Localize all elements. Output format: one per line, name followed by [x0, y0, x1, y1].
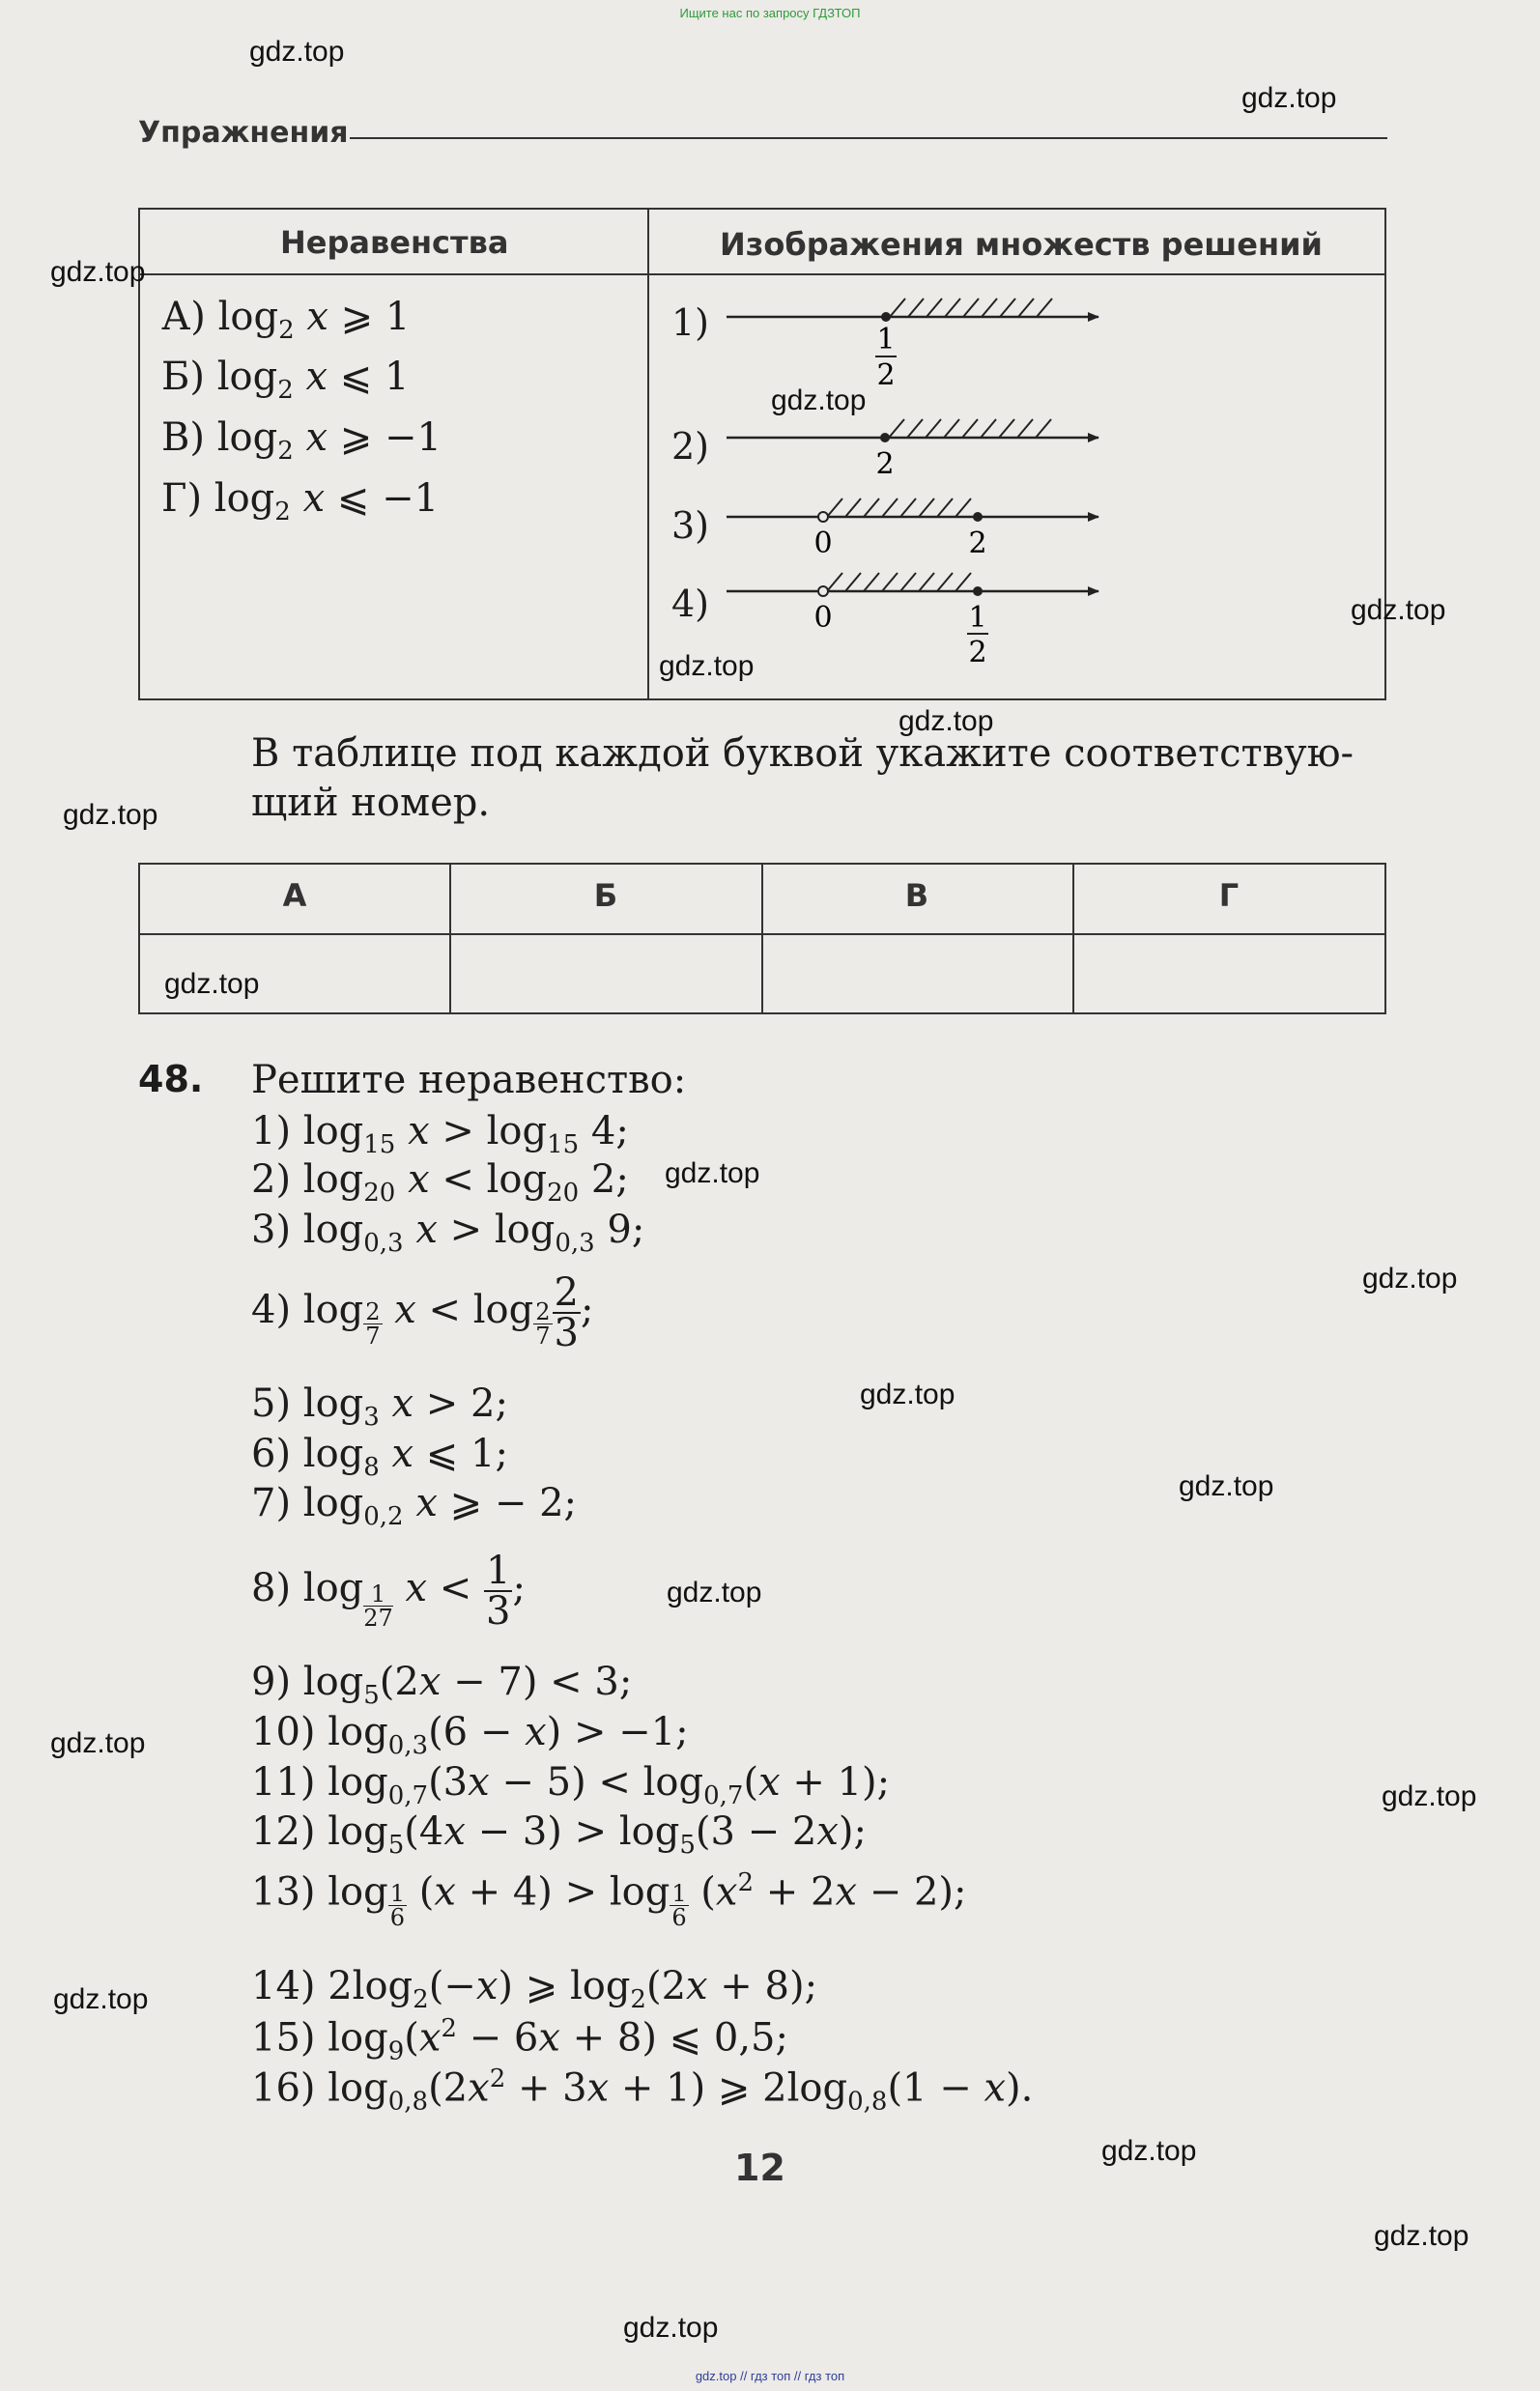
watermark[interactable]: gdz.top: [1101, 2135, 1197, 2167]
watermark[interactable]: gdz.top: [898, 705, 994, 737]
picture-3-number: 3): [671, 504, 710, 547]
inequality-12: 12) $\log_5(4x - 3) > \log_5(3 - 2x)$;: [251, 1809, 867, 1860]
watermark[interactable]: gdz.top: [1382, 1780, 1477, 1812]
watermark[interactable]: gdz.top: [1362, 1263, 1458, 1295]
watermark[interactable]: gdz.top: [659, 650, 755, 682]
inequality-14: 14) $2\log_2(-x)$ ⩾ $\log_2(2x + 8)$;: [251, 1964, 818, 2014]
label-4-den: 2: [968, 636, 987, 669]
answer-header-a: А: [282, 877, 307, 914]
inequality-7: 7) $\log_{0,2} x$ ⩾ − 2;: [251, 1481, 577, 1531]
page-number: 12: [734, 2147, 785, 2189]
watermark[interactable]: gdz.top: [1179, 1470, 1274, 1502]
answer-header-c: В: [904, 877, 929, 914]
picture-2-number: 2): [671, 425, 710, 468]
number-line-2: [727, 419, 1098, 481]
label-1-num: 1: [876, 323, 896, 356]
inequality-6: 6) $\log_8 x$ ⩽ 1;: [251, 1432, 508, 1482]
watermark[interactable]: gdz.top: [249, 36, 345, 68]
watermark[interactable]: gdz.top: [1241, 82, 1337, 114]
watermark[interactable]: gdz.top: [50, 256, 146, 288]
label-3-two: 2: [968, 527, 987, 560]
answer-cell-c[interactable]: [763, 935, 1070, 1012]
watermark[interactable]: gdz.top: [623, 2312, 719, 2344]
inequality-a: А) $\log_2 x$ ⩾ 1: [161, 295, 411, 345]
number-line-4: [727, 573, 1098, 669]
answer-cell-d[interactable]: [1074, 935, 1384, 1012]
exercise-number: 48.: [138, 1058, 204, 1100]
inequality-5: 5) $\log_3 x > 2$;: [251, 1381, 508, 1432]
inequality-3: 3) $\log_{0,3} x > \log_{0,3} 9$;: [251, 1208, 645, 1258]
watermark[interactable]: gdz.top: [1374, 2220, 1469, 2252]
watermark[interactable]: gdz.top: [665, 1157, 760, 1189]
number-line-1: [727, 299, 1098, 392]
section-rule: [350, 137, 1387, 139]
picture-1-number: 1): [671, 301, 710, 344]
number-line-3: [727, 498, 1098, 560]
inequality-1: 1) $\log_{15} x > \log_{15} 4$;: [251, 1109, 629, 1159]
watermark[interactable]: gdz.top: [1351, 594, 1446, 626]
picture-4-number: 4): [671, 583, 710, 625]
label-4-zero: 0: [813, 601, 833, 635]
watermark[interactable]: gdz.top: [164, 968, 260, 1000]
exercise-title: Решите неравенство:: [251, 1058, 687, 1102]
match-col1-header: Неравенства: [280, 224, 509, 261]
inequality-b: Б) $\log_2 x$ ⩽ 1: [161, 355, 410, 405]
inequality-c: В) $\log_2 x$ ⩾ −1: [161, 415, 442, 466]
inequality-8: 8) log $\frac{1}{27}$ x < $\frac{1}{3}$ ;: [251, 1549, 526, 1634]
inequality-9: 9) $\log_5(2x - 7) < 3$;: [251, 1660, 633, 1710]
answer-cell-b[interactable]: [451, 935, 759, 1012]
inequality-16: 16) $\log_{0,8}(2x^2 + 3x + 1)$ ⩾ $2\log_{0,8}(1 - x)$.: [251, 2064, 1034, 2117]
watermark[interactable]: gdz.top: [53, 1983, 149, 2015]
footer-link[interactable]: gdz.top // гдз топ // гдз топ: [695, 2369, 845, 2383]
section-title: Упражнения: [138, 116, 349, 150]
header-link[interactable]: Ищите нас по запросу ГДЗТОП: [679, 6, 861, 20]
watermark[interactable]: gdz.top: [771, 384, 867, 416]
inequality-15: 15) $\log_9(x^2 - 6x + 8)$ ⩽ 0,5;: [251, 2014, 788, 2066]
inequality-d: Г) $\log_2 x$ ⩽ −1: [161, 476, 440, 527]
watermark[interactable]: gdz.top: [50, 1727, 146, 1759]
label-1-den: 2: [876, 358, 896, 392]
answer-header-d: Г: [1218, 877, 1240, 914]
inequality-10: 10) $\log_{0,3}(6 - x) > -1$;: [251, 1710, 689, 1760]
watermark[interactable]: gdz.top: [667, 1577, 762, 1608]
inequality-13: 13) log $\frac{1}{6}$ (x + 4) > log $\frac{1}{6}$ $(x^2 + 2x - 2)$;: [251, 1868, 967, 1932]
instruction-line-2: щий номер.: [251, 781, 491, 825]
watermark[interactable]: gdz.top: [860, 1379, 955, 1410]
inequality-4: 4) log $\frac{2}{7}$ x < log $\frac{2}{7}$ $\frac{2}{3}$ ;: [251, 1270, 594, 1355]
answer-header-b: Б: [593, 877, 618, 914]
number-lines-figure: [649, 275, 1383, 698]
label-3-zero: 0: [813, 527, 833, 560]
inequality-2: 2) $\log_{20} x < \log_{20} 2$;: [251, 1157, 629, 1208]
label-4-num: 1: [968, 601, 987, 635]
label-2: 2: [875, 447, 895, 481]
instruction-line-1: В таблице под каждой буквой укажите соответствую-: [251, 731, 1355, 776]
inequality-11: 11) $\log_{0,7}(3x - 5) < \log_{0,7}(x + 1)$;: [251, 1760, 891, 1810]
match-col2-header: Изображения множеств решений: [720, 226, 1323, 263]
watermark[interactable]: gdz.top: [63, 799, 158, 831]
